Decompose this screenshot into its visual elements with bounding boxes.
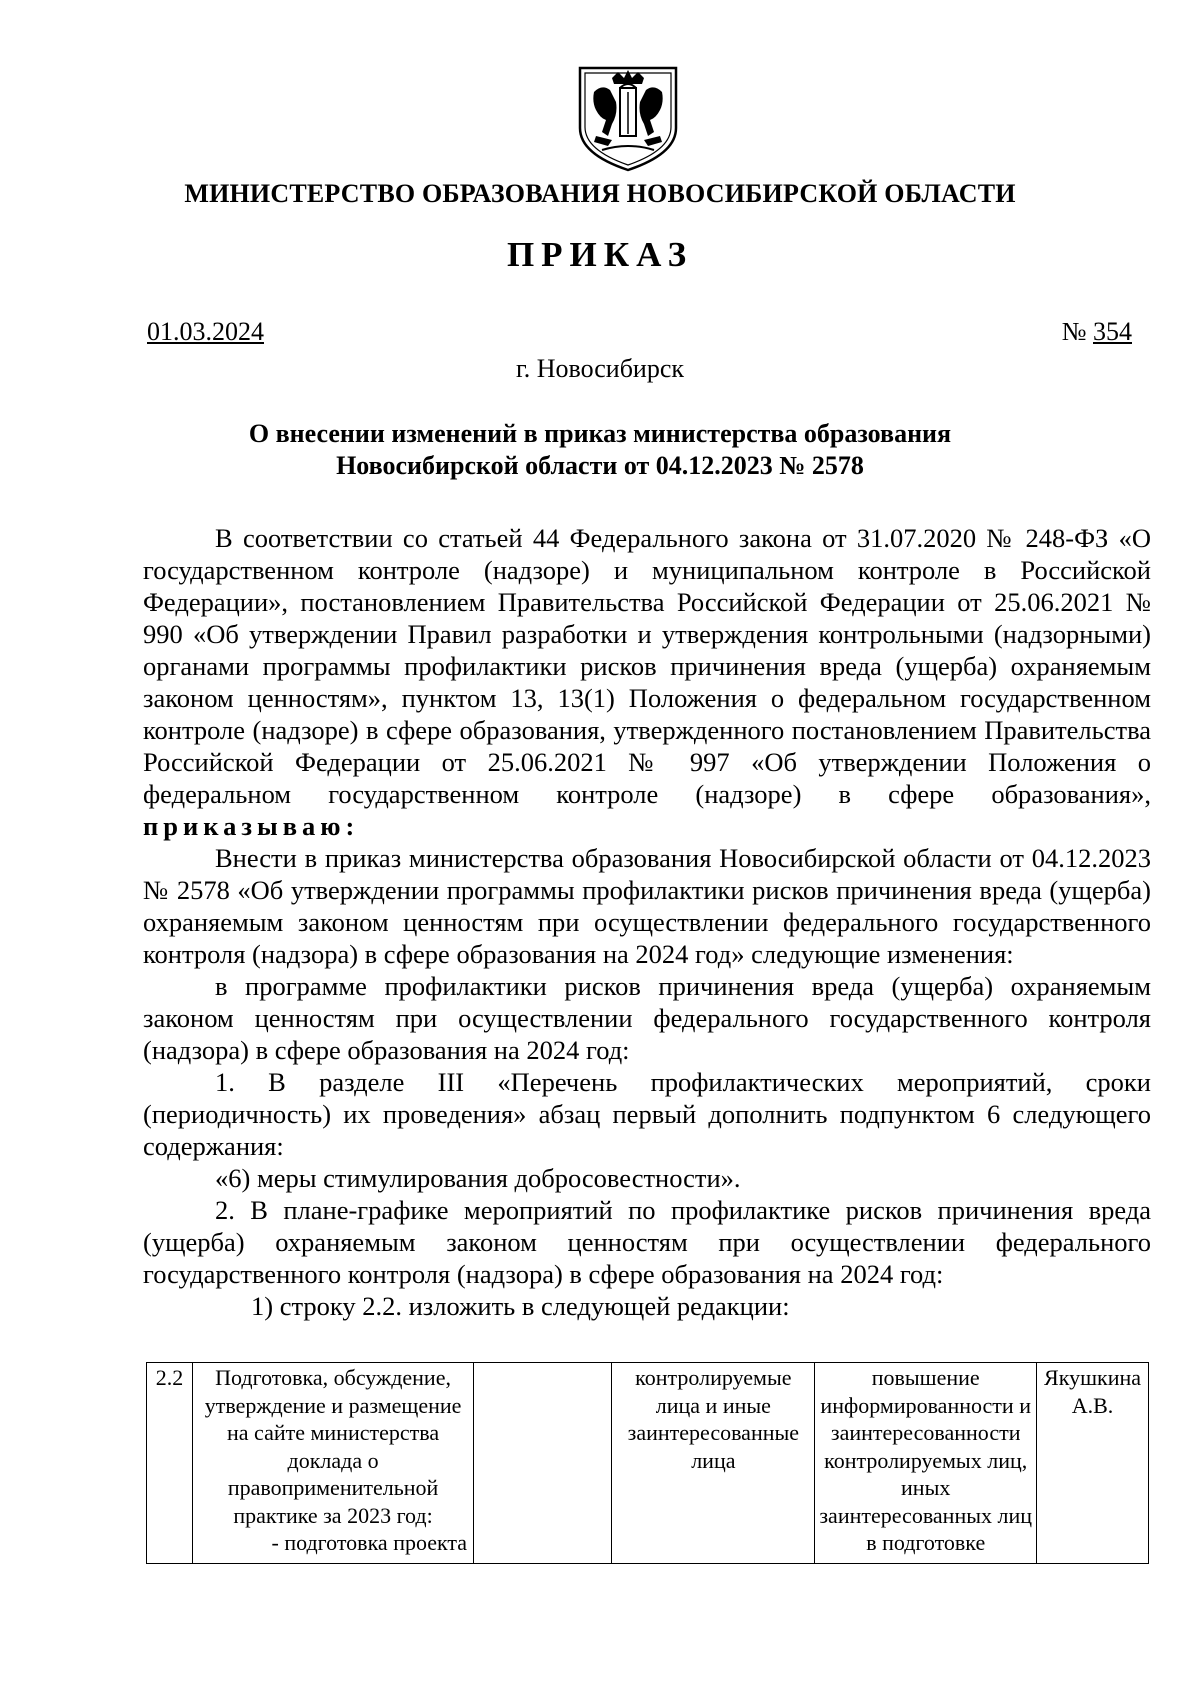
cell-number: 2.2 — [147, 1363, 193, 1564]
cell-participants: контролируемые лица и иные заинтересованные лица — [612, 1363, 815, 1564]
order-date: 01.03.2024 — [147, 317, 264, 346]
cell-term — [474, 1363, 612, 1564]
order-body — [143, 522, 1151, 1322]
cell-responsible: Якушкина А.В. — [1037, 1363, 1149, 1564]
table-row — [147, 1363, 1149, 1564]
paragraph-item-2: 2. В плане-графике мероприятий по профилактике рисков причинения вреда (ущерба) охраняемым законом ценностям при осуществлении федерального государственного контроля (надзора) в сфере образования на 2024 год: — [143, 1195, 1151, 1289]
plan-table — [146, 1362, 1149, 1564]
basis-text: В соответствии со статьей 44 Федерального закона от 31.07.2020 № 248-ФЗ «О государственном контроле (надзоре) и муниципальном контроле в Российской Федерации», постановлением Правительства Российской Федерации от 25.06.2021 № 990 «Об утверждении Правил разработки и утверждения контрольными (надзорными) органами программы профилактики рисков причинения вреда (ущерба) охраняемым законом ценностям», пунктом 13, 13(1) Положения о федеральном государственном контроле (надзоре) в сфере образования, утвержденного постановлением Правительства Российской Федерации от 25.06.2021 № 997 «Об утверждении Положения о федеральном государственном контроле (надзоре) в сфере образования», — [143, 523, 1151, 809]
number-value: 354 — [1093, 317, 1132, 346]
paragraph-amend: Внести в приказ министерства образования Новосибирской области от 04.12.2023 № 2578 «Об утверждении программы профилактики рисков причинения вреда (ущерба) охраняемым законом ценностям при осуществлении федерального государственного контроля (надзора) в сфере образования на 2024 год» следующие изменения: — [143, 843, 1151, 969]
cell-activity — [193, 1363, 474, 1564]
coat-of-arms-emblem — [572, 62, 684, 174]
paragraph-item-1-content: «6) меры стимулирования добросовестности». — [215, 1163, 741, 1193]
number-sign: № — [1061, 317, 1087, 346]
subject-line-1: О внесении изменений в приказ министерства образования — [248, 419, 952, 448]
activity-subitem: - подготовка проекта — [271, 1530, 468, 1555]
subject-line-2: Новосибирской области от 04.12.2023 № 2578 — [336, 451, 864, 480]
order-subject — [0, 418, 1200, 482]
paragraph-program: в программе профилактики рисков причинения вреда (ущерба) охраняемым законом ценностям при осуществлении федерального государственного контроля (надзора) в сфере образования на 2024 год: — [143, 971, 1151, 1065]
activity-text: Подготовка, обсуждение, утверждение и размещение на сайте министерства доклада о правоприменительной практике за 2023 год: — [204, 1365, 462, 1528]
order-word: приказываю: — [143, 811, 360, 841]
cell-result: повышение информированности и заинтересованности контролируемых лиц, иных заинтересованных лиц в подготовке — [815, 1363, 1037, 1564]
paragraph-basis — [143, 522, 1151, 842]
order-number — [1062, 317, 1132, 347]
paragraph-item-1: 1. В разделе III «Перечень профилактических мероприятий, сроки (периодичность) их проведения» абзац первый дополнить подпунктом 6 следующего содержания: — [143, 1067, 1151, 1161]
paragraph-item-2-sub: 1) строку 2.2. изложить в следующей редакции: — [251, 1291, 790, 1321]
city: г. Новосибирск — [515, 354, 685, 383]
ministry-title: МИНИСТЕРСТВО ОБРАЗОВАНИЯ НОВОСИБИРСКОЙ ОБЛАСТИ — [184, 179, 1016, 208]
document-type: ПРИКАЗ — [506, 235, 694, 274]
